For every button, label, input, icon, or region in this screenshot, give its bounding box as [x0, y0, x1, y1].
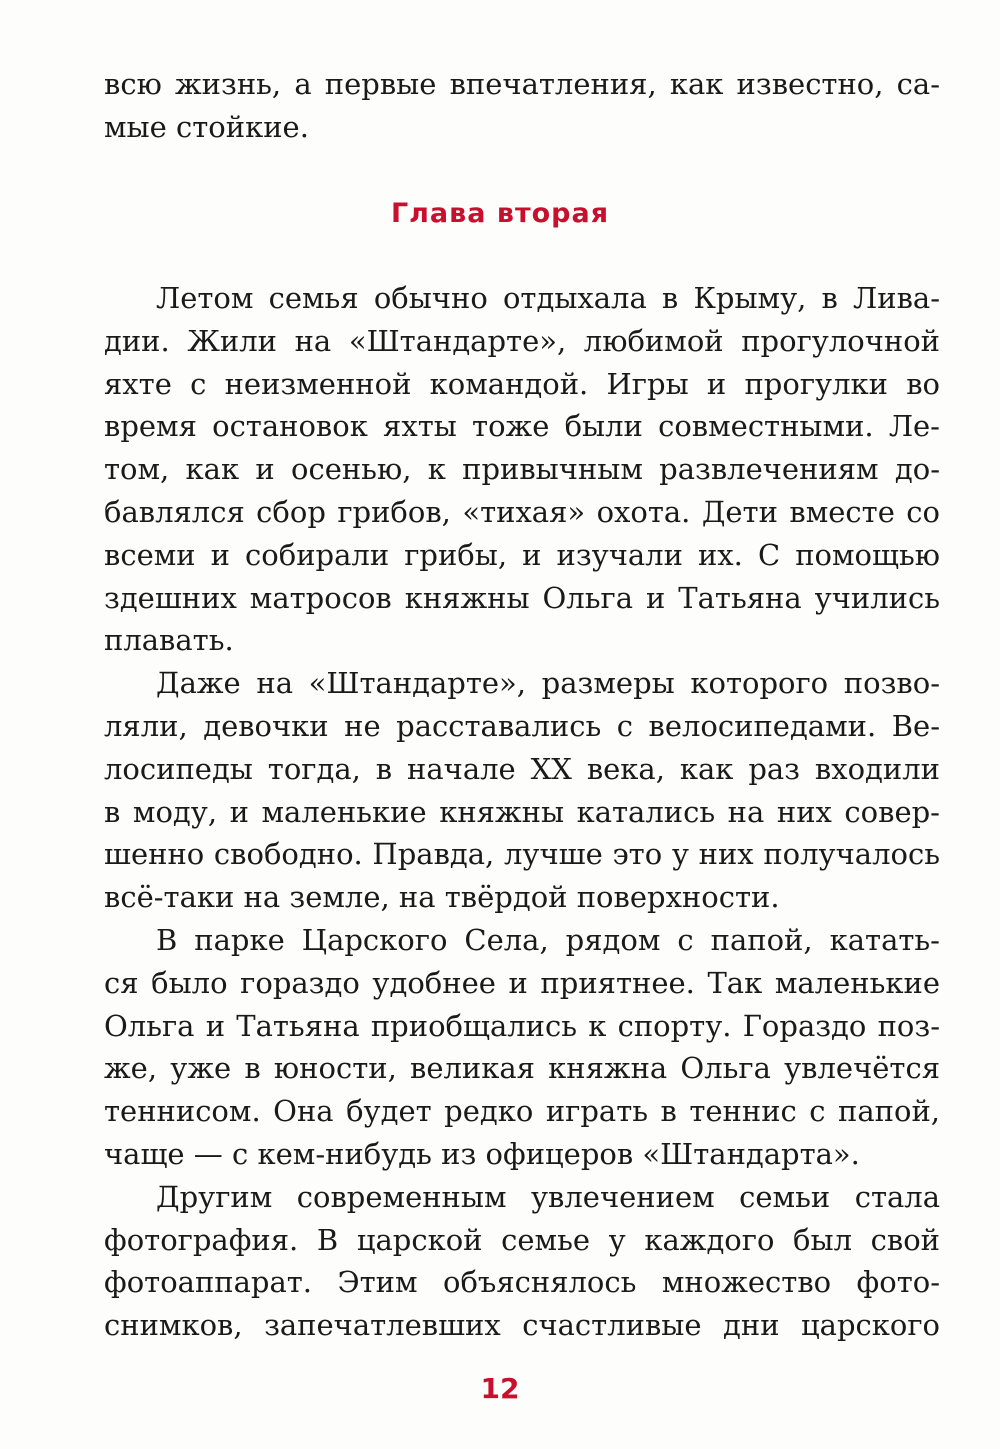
text-line: теннисом. Она будет редко играть в теннис с папой,: [104, 1094, 940, 1129]
text-line: всё-таки на земле, на твёрдой поверхности.: [104, 880, 780, 915]
intro-paragraph: [104, 63, 940, 149]
text-line: лосипеды тогда, в начале XX века, как раз входили: [104, 751, 940, 786]
text-line: же, уже в юности, великая княжна Ольга увлечётся: [104, 1051, 940, 1086]
chapter-title: Глава вторая: [390, 198, 610, 229]
text-line: Другим современным увлечением семьи стала: [156, 1179, 940, 1214]
text-line: Даже на «Штандарте», размеры которого позво-: [156, 666, 940, 701]
text-line: время остановок яхты тоже были совместными. Ле-: [104, 409, 940, 444]
text-line: Летом семья обычно отдыхала в Крыму, в Лива-: [156, 281, 940, 315]
text-line: мые стойкие.: [104, 109, 309, 144]
text-line: всю жизнь, а первые впечатления, как известно, са-: [104, 67, 940, 101]
text-line: снимков, запечатлевших счастливые дни царского: [104, 1308, 940, 1343]
text-line: шенно свободно. Правда, лучше это у них получалось: [104, 837, 940, 872]
text-line: бавлялся сбор грибов, «тихая» охота. Дети вместе со: [104, 494, 940, 529]
page-number: 12: [480, 1372, 520, 1405]
text-line: здешних матросов княжны Ольга и Татьяна учились: [104, 580, 940, 615]
text-line: плавать.: [104, 623, 234, 658]
text-line: чаще — с кем-нибудь из офицеров «Штандарта».: [104, 1136, 860, 1171]
text-line: ся было гораздо удобнее и приятнее. Так маленькие: [104, 965, 940, 1000]
text-line: всеми и собирали грибы, и изучали их. С помощью: [104, 537, 940, 572]
text-line: в моду, и маленькие княжны катались на них совер-: [104, 794, 940, 829]
text-line: фотоаппарат. Этим объяснялось множество фото-: [104, 1265, 940, 1300]
text-line: Ольга и Татьяна приобщались к спорту. Гораздо поз-: [104, 1008, 940, 1043]
text-line: дии. Жили на «Штандарте», любимой прогулочной: [104, 323, 940, 358]
text-line: фотография. В царской семье у каждого был свой: [104, 1222, 940, 1257]
text-line: В парке Царского Села, рядом с папой, катать-: [156, 922, 940, 957]
body-text: [104, 277, 940, 1347]
text-line: яхте с неизменной командой. Игры и прогулки во: [104, 366, 940, 401]
text-line: ляли, девочки не расставались с велосипедами. Ве-: [104, 708, 940, 743]
text-line: том, как и осенью, к привычным развлечениям до-: [104, 452, 940, 487]
